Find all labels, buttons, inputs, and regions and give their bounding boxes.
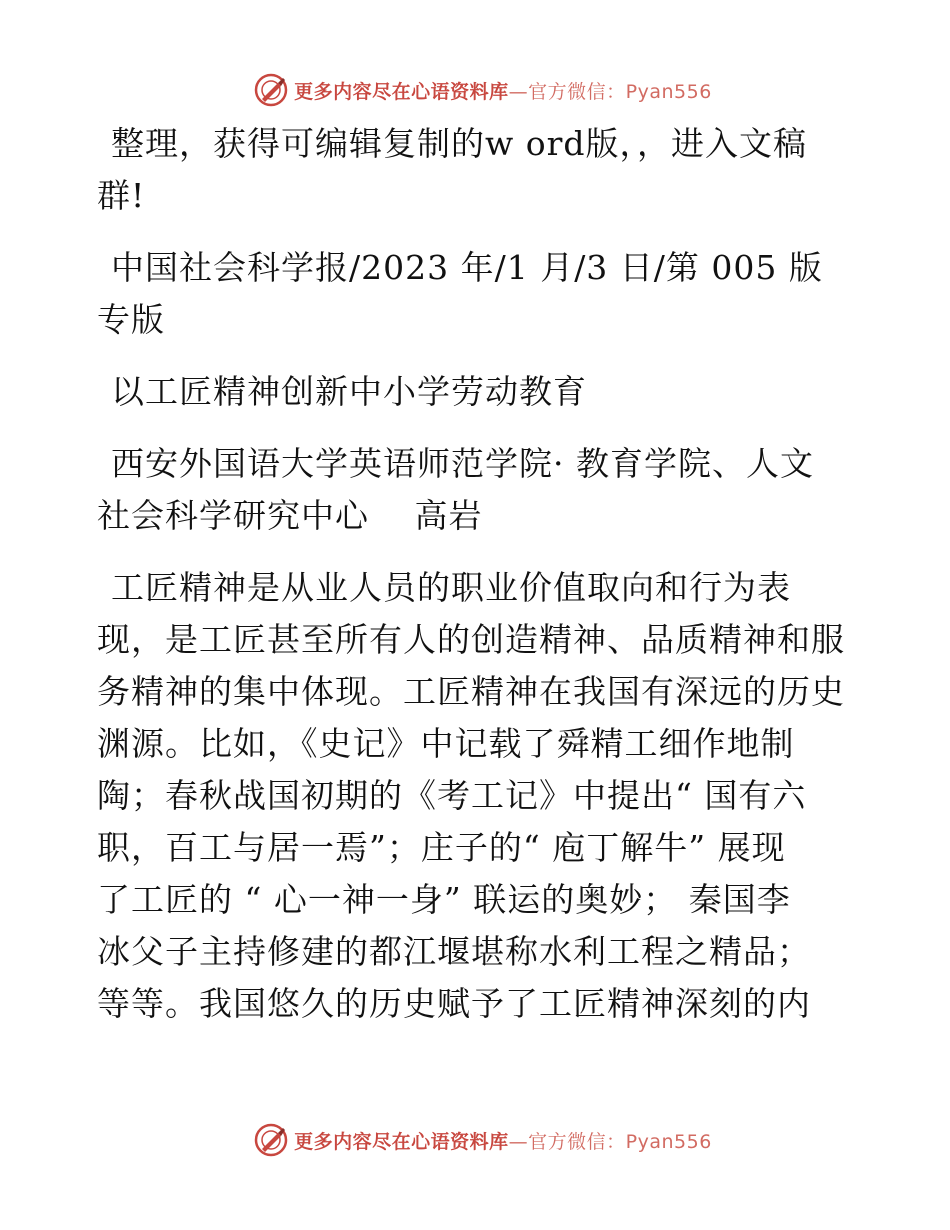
body-line: 务精神的集中体现。工匠精神在我国有深远的历史 — [97, 672, 845, 711]
header-banner-sub-text: —官方微信：Pyan556 — [508, 80, 712, 103]
source-paragraph — [97, 242, 857, 346]
header-banner-content — [254, 73, 712, 107]
footer-banner — [0, 1120, 950, 1160]
brand-logo-icon — [254, 73, 288, 107]
source-line: 中国社会科学报/2023 年/1 月/3 日/第 005 版 — [111, 248, 823, 287]
header-banner — [0, 70, 950, 110]
intro-paragraph — [97, 118, 857, 222]
article-title-text: 以工匠精神创新中小学劳动教育 — [111, 372, 587, 411]
body-line: 职，百工与居一焉”；庄子的“ 庖丁解牛” 展现 — [97, 828, 786, 867]
document-body — [97, 118, 857, 1050]
intro-line: 群! — [97, 176, 146, 215]
body-line: 渊源。比如，《史记》中记载了舜精工细作地制 — [97, 724, 795, 763]
footer-banner-sub-text: —官方微信：Pyan556 — [508, 1130, 712, 1153]
body-line: 冰父子主持修建的都江堰堪称水利工程之精品； — [97, 932, 811, 971]
article-title — [97, 366, 857, 418]
footer-banner-content — [254, 1123, 712, 1157]
body-paragraph — [97, 562, 857, 1030]
intro-line: 整理，获得可编辑复制的w ord版，，进入文稿 — [111, 124, 808, 163]
footer-banner-main-text: 更多内容尽在心语资料库 — [294, 1130, 509, 1153]
body-line: 陶；春秋战国初期的《考工记》中提出“ 国有六 — [97, 776, 807, 815]
author-paragraph — [97, 438, 857, 542]
footer-banner-text — [294, 1127, 712, 1154]
body-line: 等等。我国悠久的历史赋予了工匠精神深刻的内 — [97, 984, 811, 1023]
header-banner-text — [294, 77, 712, 104]
author-line: 西安外国语大学英语师范学院· 教育学院、人文 — [111, 444, 814, 483]
author-line: 社会科学研究中心 高岩 — [97, 496, 483, 535]
body-line: 工匠精神是从业人员的职业价值取向和行为表 — [111, 568, 791, 607]
body-line: 了工匠的 “ 心一神一身” 联运的奥妙； 秦国李 — [97, 880, 791, 919]
header-banner-main-text: 更多内容尽在心语资料库 — [294, 80, 509, 103]
brand-logo-icon — [254, 1123, 288, 1157]
body-line: 现，是工匠甚至所有人的创造精神、品质精神和服 — [97, 620, 845, 659]
source-line: 专版 — [97, 300, 165, 339]
